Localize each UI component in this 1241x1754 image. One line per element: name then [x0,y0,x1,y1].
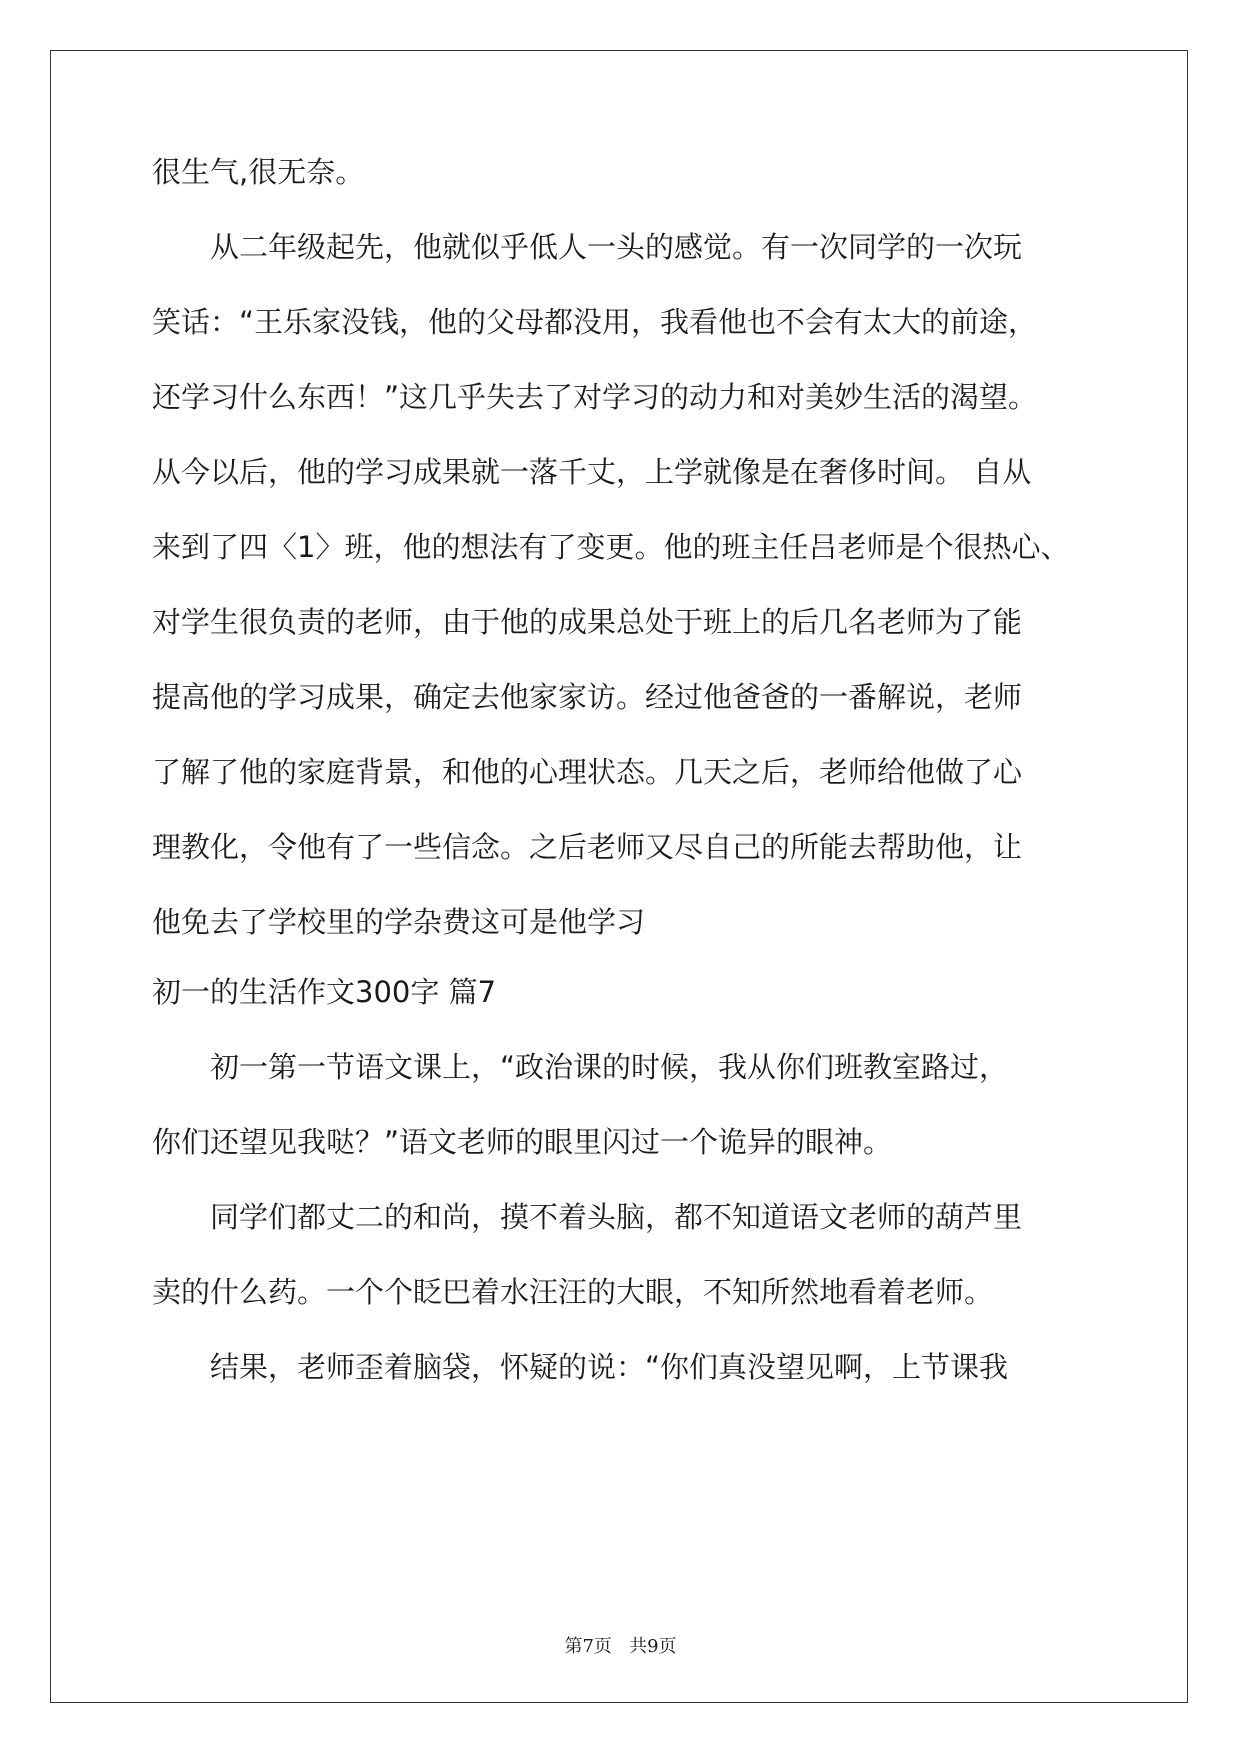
text-line: 结果，老师歪着脑袋，怀疑的说：“你们真没望见啊，上节课我 [152,1350,1009,1384]
text-line: 他免去了学校里的学杂费这可是他学习 [152,905,646,939]
text-line: 来到了四〈1〉班，他的想法有了变更。他的班主任吕老师是个很热心、 [152,530,1070,564]
text-line: 从二年级起先，他就似乎低人一头的感觉。有一次同学的一次玩 [152,230,1023,264]
page-footer: 第7页 共9页 [564,1636,677,1657]
text-line: 同学们都丈二的和尚，摸不着头脑，都不知道语文老师的葫芦里 [152,1200,1023,1234]
text-line: 理教化，令他有了一些信念。之后老师又尽自己的所能去帮助他，让 [152,830,1023,864]
text-line: 初一第一节语文课上，“政治课的时候，我从你们班教室路过， [152,1050,1009,1084]
text-line: 提高他的学习成果，确定去他家家访。经过他爸爸的一番解说，老师 [152,680,1023,714]
text-line: 对学生很负责的老师，由于他的成果总处于班上的后几名老师为了能 [152,605,1023,639]
text-line: 了解了他的家庭背景，和他的心理状态。几天之后，老师给他做了心 [152,755,1023,789]
page-border [50,50,1188,1703]
text-line: 从今以后，他的学习成果就一落千丈，上学就像是在奢侈时间。 自从 [152,455,1032,489]
text-line: 你们还望见我哒？”语文老师的眼里闪过一个诡异的眼神。 [152,1125,893,1159]
text-line: 还学习什么东西！”这几乎失去了对学习的动力和对美妙生活的渴望。 [152,380,1038,414]
text-line: 卖的什么药。一个个眨巴着水汪汪的大眼，不知所然地看着老师。 [152,1275,994,1309]
text-line: 很生气,很无奈。 [152,155,365,189]
section-heading: 初一的生活作文300字 篇7 [152,975,497,1009]
text-line: 笑话：“王乐家没钱，他的父母都没用，我看他也不会有太大的前途， [152,305,1038,339]
